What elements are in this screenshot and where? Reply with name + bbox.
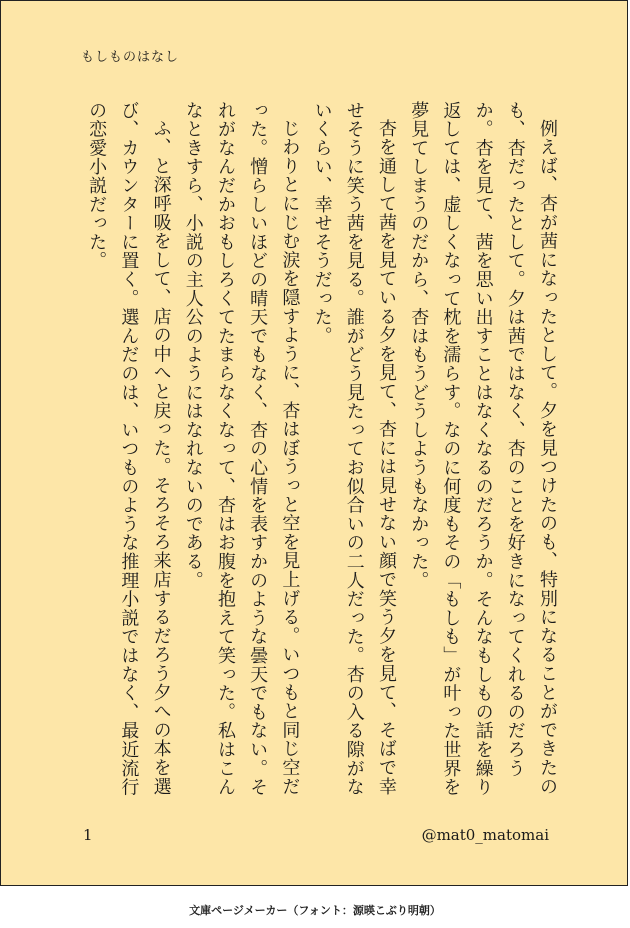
page-number: 1 (83, 826, 93, 844)
paragraph: ふ、と深呼吸をして、店の中へと戻った。そろそろ来店するだろう夕への本を選び、カウンターに置く。選んだのは、いつものような推理小説ではなく、最近流行の恋愛小説だった。 (86, 101, 172, 797)
body-text (79, 101, 563, 801)
paragraph: 例えば、杏が茜になったとして。夕を見つけたのも、特別になることができたのも、杏だったとして。夕は茜ではなく、杏のことを好きになってくれるのだろうか。杏を見て、茜を思い出すことはなくなるのだろうか。そんなもしもの話を繰り返しては、虚しくなって枕を濡らす。なのに何度もその「もしも」が叶った世界を夢見てしまうのだから、杏はもうどうしようもなかった。 (408, 101, 558, 797)
author-handle: @mat0_matomai (421, 826, 549, 844)
paragraph: 杏を通して茜を見ている夕を見て、杏には見せない顔で笑う夕を見て、そばで幸せそうに笑う茜を見る。誰がどう見たってお似合いの二人だった。杏の入る隙がないくらい、幸せそうだった。 (311, 101, 397, 797)
running-header-title: もしものはなし (81, 50, 180, 65)
paragraph: じわりとにじむ涙を隠すように、杏はぼうっと空を見上げる。いつもと同じ空だった。憎らしいほどの晴天でもなく、杏の心情を表すかのような曇天でもない。それがなんだかおもしろくてたまらなくなって、杏はお腹を抱えて笑った。私はこんなときすら、小説の主人公のようにはなれないのである。 (182, 101, 301, 797)
generator-credit: 文庫ページメーカー（フォント：源暎こぶり明朝） (189, 904, 441, 917)
